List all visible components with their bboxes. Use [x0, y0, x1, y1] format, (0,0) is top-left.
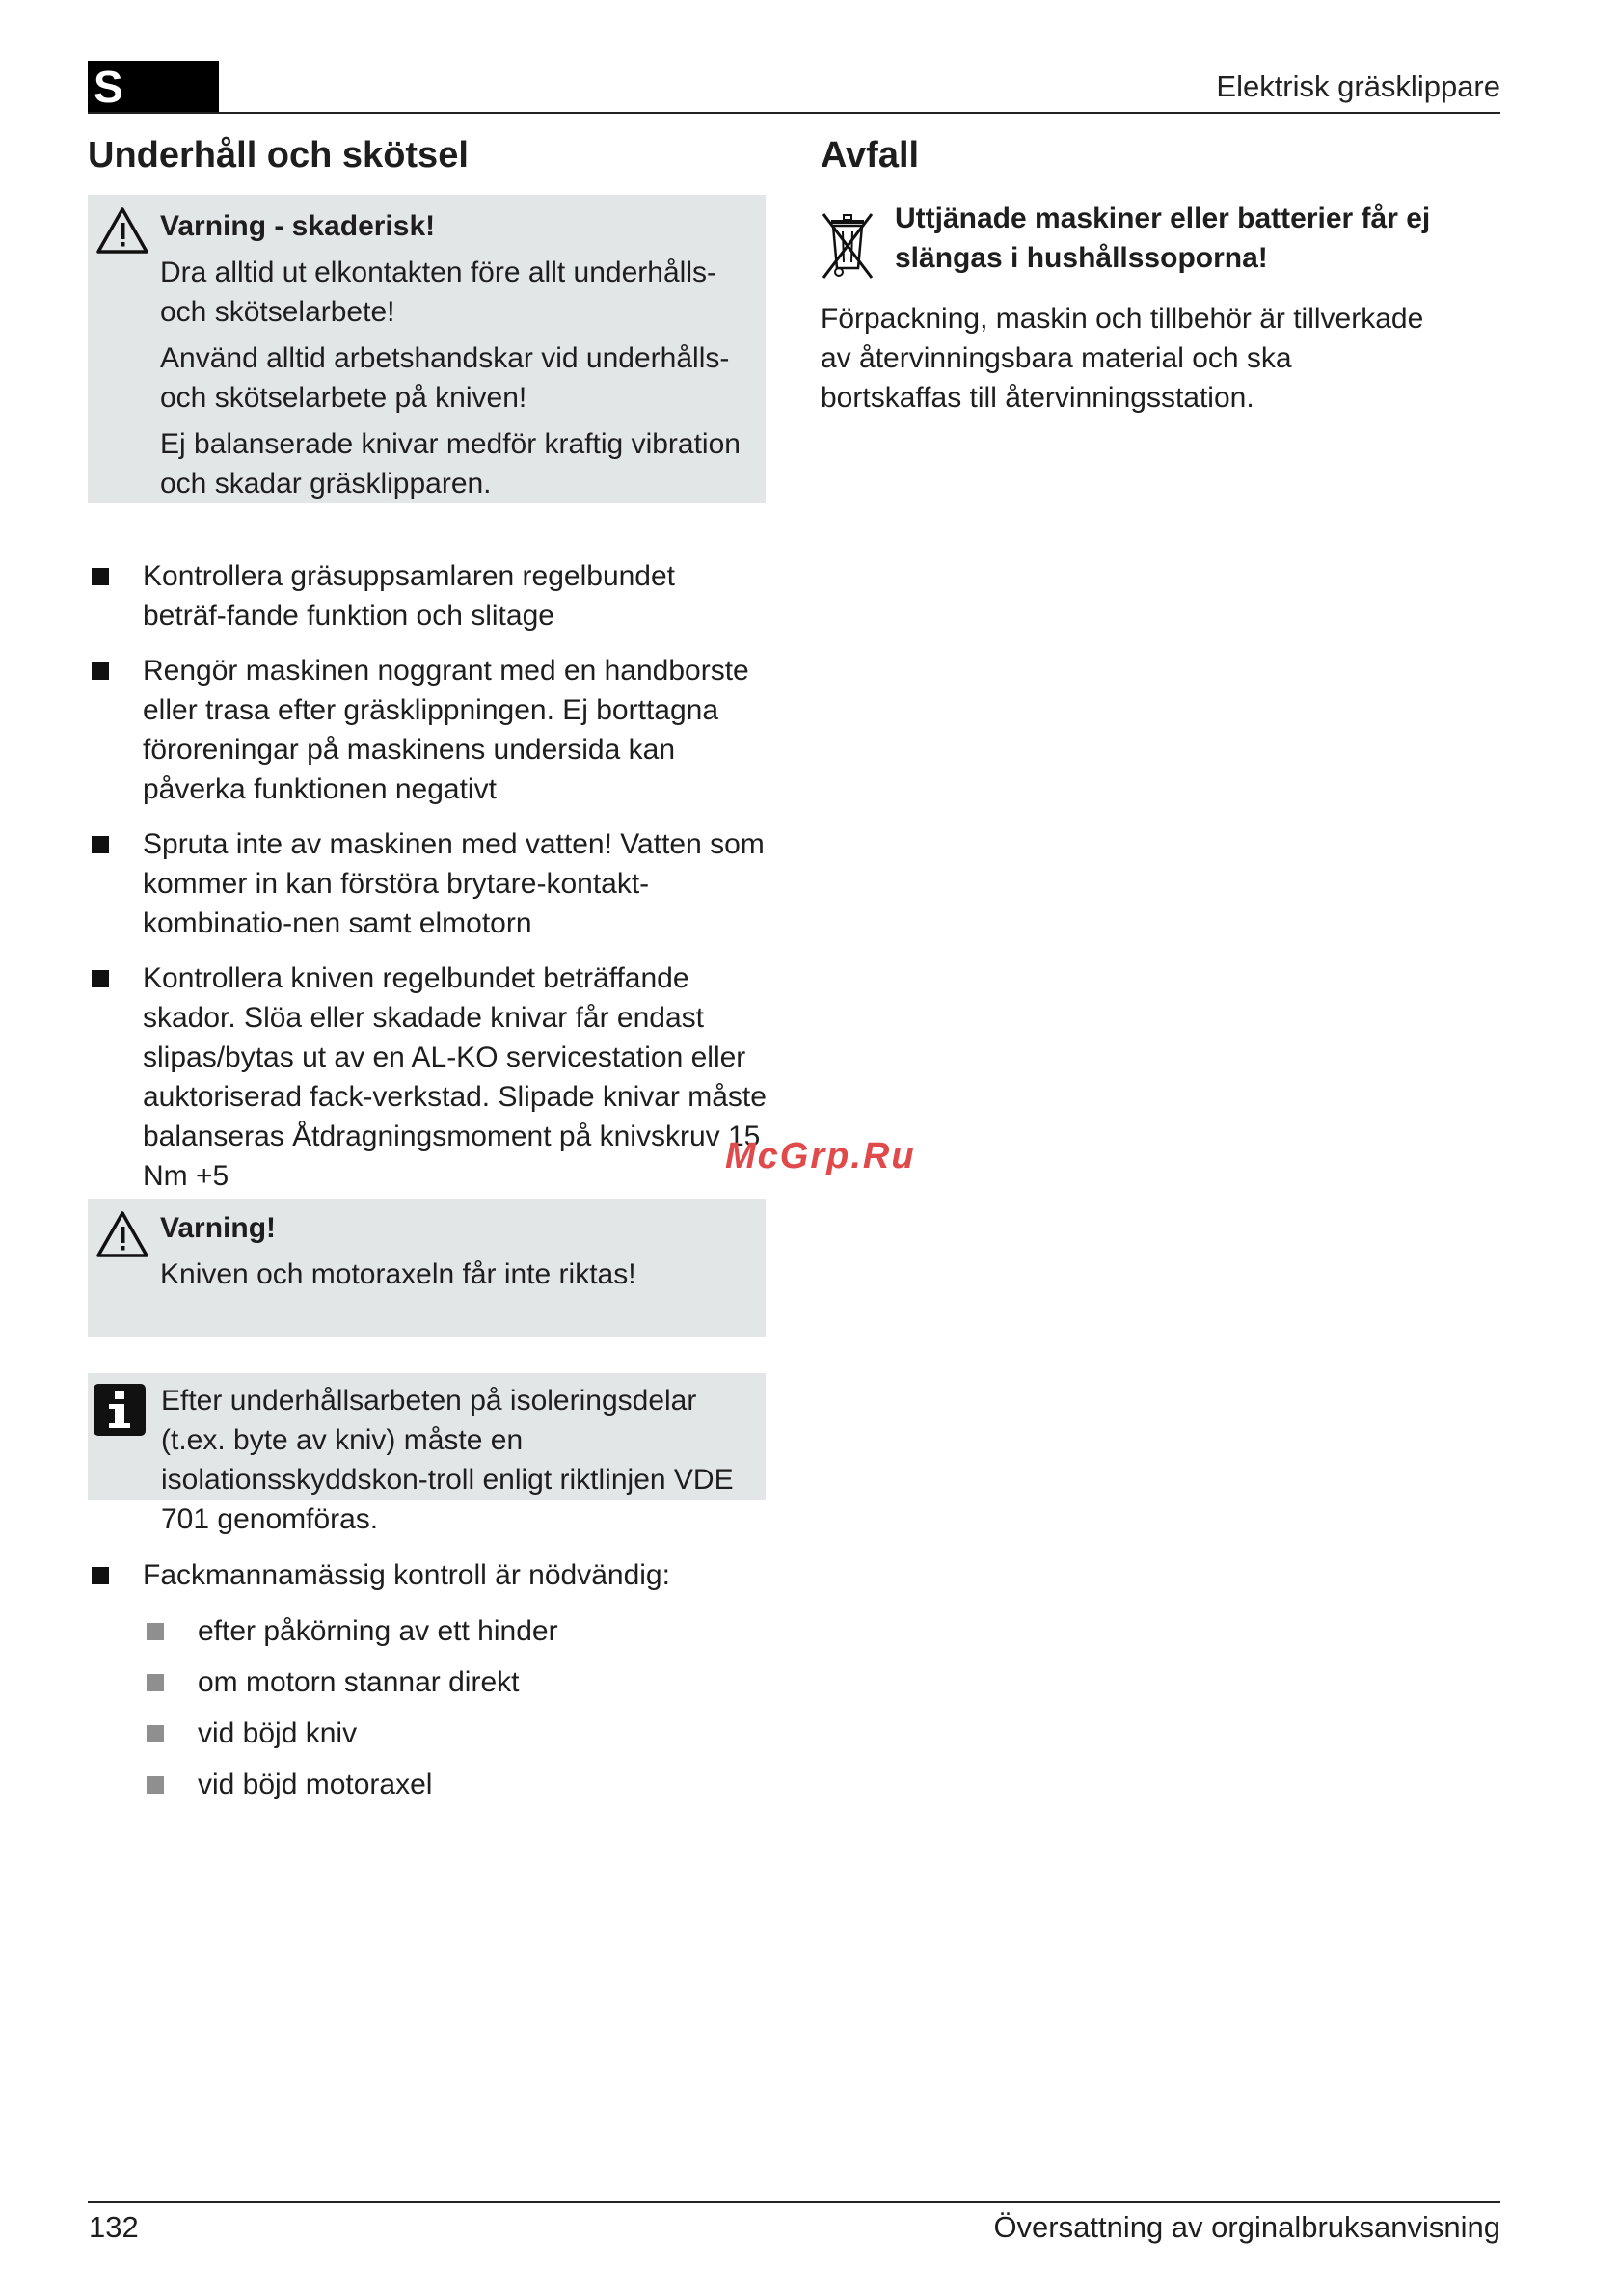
disposal-notice: Uttjänade maskiner eller batterier får ej slängas i hushållssoporna! [895, 203, 1431, 274]
inspection-bullet-list [92, 1555, 767, 1595]
info-text: Efter underhållsarbeten på isoleringsdelar (t.ex. byte av kniv) måste en isolationsskyddskon-troll enligt riktlinjen VDE 701 genomföras. [161, 1385, 734, 1535]
warning-line-3: Ej balanserade knivar medför kraftig vibration och skadar gräsklipparen. [160, 428, 741, 500]
warning-title: Varning - skaderisk! [160, 210, 436, 242]
list-item: vid böjd kniv [147, 1708, 822, 1759]
warning-line-1: Dra alltid ut elkontakten före allt underhålls- och skötselarbete! [160, 257, 716, 328]
info-box [88, 1373, 766, 1535]
bullet-square-icon [92, 568, 109, 585]
warning-title: Varning! [160, 1212, 277, 1244]
bullet-square-icon [92, 1567, 109, 1584]
header-rule [88, 112, 1500, 114]
section-heading-maintenance: Underhåll och skötsel [88, 135, 469, 176]
watermark: McGrp.Ru [725, 1136, 916, 1176]
maintenance-bullet-list [92, 556, 767, 1196]
info-icon [93, 1383, 147, 1437]
warning-triangle-icon [95, 206, 149, 255]
list-item: om motorn stannar direkt [147, 1657, 822, 1708]
page-number: 132 [89, 2210, 139, 2244]
warning-box-knife [88, 1199, 766, 1337]
list-item: efter påkörning av ett hinder [147, 1606, 822, 1657]
language-tab: S [88, 61, 219, 114]
warning-line-2: Använd alltid arbetshandskar vid underhålls- och skötselarbete på kniven! [160, 342, 730, 414]
section-heading-disposal: Avfall [821, 135, 920, 176]
list-item: Spruta inte av maskinen med vatten! Vatten som kommer in kan förstöra brytare-kontakt-kombinatio-nen samt elmotorn [92, 824, 767, 943]
bullet-square-icon [92, 970, 109, 987]
list-item: Kontrollera kniven regelbundet beträffande skador. Slöa eller skadade knivar får endast slipas/bytas ut av en AL-KO servicestation eller auktoriserad fack-verkstad. Slipade knivar måste balanseras Åtdragningsmoment på knivskruv 15 Nm +5 [92, 959, 767, 1196]
bullet-square-icon [92, 662, 109, 680]
bullet-square-icon [92, 836, 109, 853]
footer-rule [88, 2201, 1500, 2203]
bullet-square-icon [147, 1776, 164, 1794]
list-item: Fackmannamässig kontroll är nödvändig: [92, 1555, 767, 1595]
inspection-sub-list [147, 1606, 822, 1810]
warning-text: Kniven och motoraxeln får inte riktas! [160, 1258, 636, 1290]
list-item: Kontrollera gräsuppsamlaren regelbundet beträf-fande funktion och slitage [92, 556, 767, 635]
document-title: Elektrisk gräsklippare [1216, 69, 1500, 103]
list-item: Rengör maskinen noggrant med en handborste eller trasa efter gräsklippningen. Ej borttagna föroreningar på maskinens undersida kan påverka funktionen negativt [92, 651, 767, 809]
list-item: vid böjd motoraxel [147, 1759, 822, 1810]
crossed-bin-icon [818, 206, 877, 284]
bullet-square-icon [147, 1674, 164, 1691]
warning-text [160, 253, 758, 510]
footer-text: Översattning av orginalbruksanvisning [993, 2210, 1500, 2244]
warning-triangle-icon [95, 1210, 149, 1258]
warning-box-injury [88, 195, 766, 503]
disposal-text: Förpackning, maskin och tillbehör är tillverkade av återvinningsbara material och ska bortskaffas till återvinningsstation. [821, 303, 1424, 414]
bullet-square-icon [147, 1623, 164, 1640]
bullet-square-icon [147, 1725, 164, 1742]
